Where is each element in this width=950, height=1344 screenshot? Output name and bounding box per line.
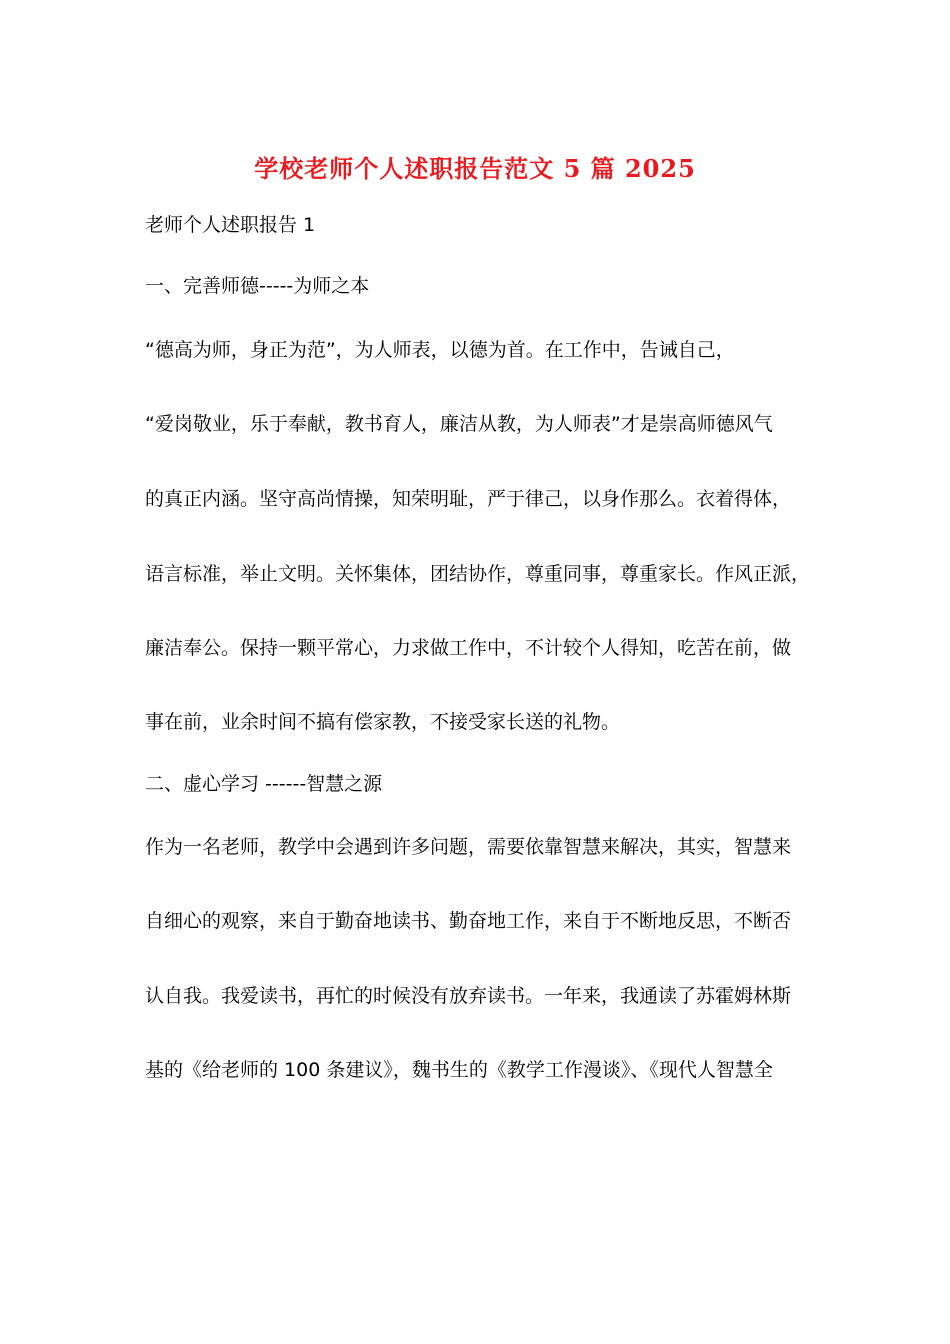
paragraph-line: 认自我。我爱读书，再忙的时候没有放弃读书。一年来，我通读了苏霍姆林斯 bbox=[145, 985, 792, 1007]
document-title: 学校老师个人述职报告范文 5 篇 2025 bbox=[254, 154, 696, 183]
paragraph-line: 廉洁奉公。保持一颗平常心，力求做工作中，不计较个人得知，吃苦在前，做 bbox=[145, 637, 792, 659]
paragraph-line: 基的《给老师的 100 条建议》，魏书生的《教学工作漫谈》、《现代人智慧全 bbox=[145, 1059, 773, 1081]
paragraph-line: 作为一名老师，教学中会遇到许多问题，需要依靠智慧来解决，其实，智慧来 bbox=[145, 836, 792, 858]
paragraph-line: 事在前，业余时间不搞有偿家教，不接受家长送的礼物。 bbox=[145, 711, 621, 733]
section-heading: 老师个人述职报告 1 bbox=[145, 214, 316, 236]
subsection-heading: 一、完善师德-----为师之本 bbox=[145, 275, 370, 297]
paragraph-line: 语言标准，举止文明。关怀集体，团结协作，尊重同事，尊重家长。作风正派， bbox=[145, 563, 811, 585]
subsection-heading: 二、虚心学习 ------智慧之源 bbox=[145, 773, 383, 795]
paragraph-line: 的真正内涵。坚守高尚情操，知荣明耻，严于律己，以身作那么。衣着得体， bbox=[145, 488, 792, 510]
paragraph-line: “爱岗敬业，乐于奉献，教书育人，廉洁从教，为人师表”才是崇高师德风气 bbox=[145, 413, 773, 435]
paragraph-line: 自细心的观察，来自于勤奋地读书、勤奋地工作，来自于不断地反思，不断否 bbox=[145, 910, 792, 932]
paragraph-line: “德高为师，身正为范”，为人师表，以德为首。在工作中，告诫自己， bbox=[145, 339, 735, 361]
